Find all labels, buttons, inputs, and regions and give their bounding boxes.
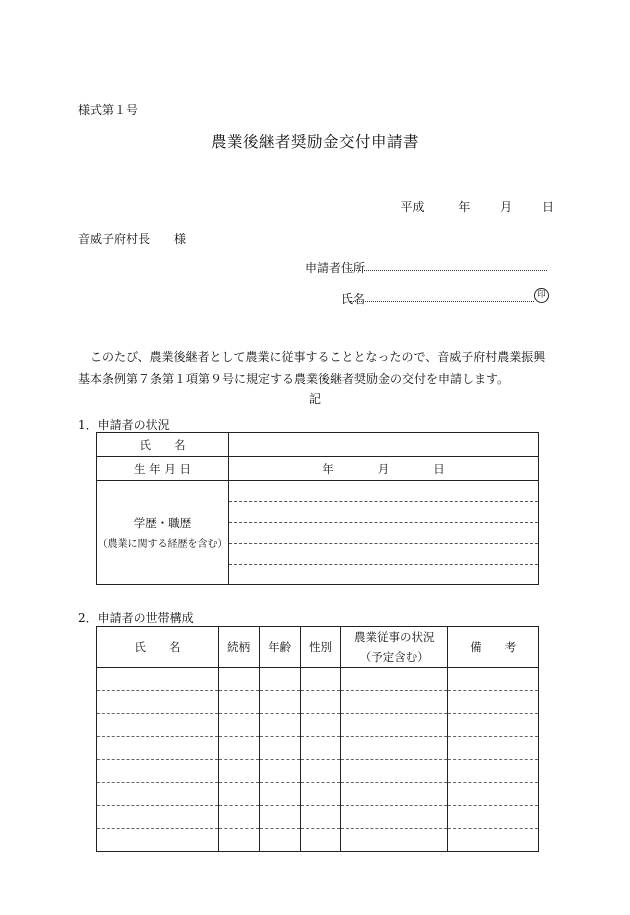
form-number: 様式第１号 <box>78 103 139 117</box>
addressee-name: 音威子府村長 <box>78 232 151 246</box>
col-name: 氏 名 <box>97 627 219 668</box>
cell[interactable] <box>341 691 448 714</box>
history-value-cell[interactable] <box>229 481 539 585</box>
cell[interactable] <box>448 714 539 737</box>
date-month: 月 <box>500 200 513 214</box>
history-line <box>229 564 538 565</box>
cell[interactable] <box>218 714 259 737</box>
cell[interactable] <box>259 829 300 852</box>
cell[interactable] <box>259 783 300 806</box>
cell[interactable] <box>300 714 341 737</box>
table-row <box>97 829 539 852</box>
history-line <box>229 543 538 544</box>
cell[interactable] <box>218 829 259 852</box>
cell[interactable] <box>300 691 341 714</box>
cell[interactable] <box>97 668 219 691</box>
cell[interactable] <box>341 714 448 737</box>
cell[interactable] <box>300 668 341 691</box>
applicant-name-field[interactable] <box>350 301 534 302</box>
col-sex: 性別 <box>300 627 341 668</box>
applicant-name-label: 氏名 <box>340 292 365 306</box>
table-row <box>97 760 539 783</box>
cell[interactable] <box>97 829 219 852</box>
cell[interactable] <box>259 737 300 760</box>
date-day: 日 <box>541 200 554 214</box>
history-label: 学歴・職歴 <box>133 516 192 530</box>
cell[interactable] <box>341 806 448 829</box>
addressee-honorific: 様 <box>174 232 187 246</box>
history-label-cell <box>97 481 229 585</box>
ki-heading: 記 <box>308 392 321 406</box>
table-row <box>97 783 539 806</box>
cell[interactable] <box>448 668 539 691</box>
cell[interactable] <box>218 691 259 714</box>
cell[interactable] <box>341 737 448 760</box>
col-remarks: 備 考 <box>448 627 539 668</box>
application-statement <box>78 346 558 390</box>
cell[interactable] <box>218 783 259 806</box>
cell[interactable] <box>341 829 448 852</box>
table-row <box>97 668 539 691</box>
statement-line-2: 基本条例第７条第１項第９号に規定する農業後継者奨励金の交付を申請します。 <box>78 372 510 386</box>
cell[interactable] <box>341 760 448 783</box>
cell[interactable] <box>341 668 448 691</box>
cell[interactable] <box>259 691 300 714</box>
table-row <box>97 691 539 714</box>
date-era: 平成 <box>400 200 425 214</box>
date-year: 年 <box>458 200 471 214</box>
birth-day: 日 <box>433 461 445 476</box>
seal-mark: 印 <box>534 288 549 303</box>
cell[interactable] <box>218 760 259 783</box>
cell[interactable] <box>259 668 300 691</box>
history-line <box>229 522 538 523</box>
birth-label: 生 年 月 日 <box>134 461 191 476</box>
birth-value-cell[interactable] <box>229 457 539 481</box>
document-title: 農業後継者奨励金交付申請書 <box>210 133 419 151</box>
cell[interactable] <box>300 829 341 852</box>
col-farming <box>341 627 448 668</box>
table-row <box>97 806 539 829</box>
household-table <box>96 626 539 852</box>
cell[interactable] <box>259 714 300 737</box>
history-note: （農業に関する経歴を含む） <box>97 539 228 550</box>
applicant-address-label: 申請者住所 <box>304 261 365 275</box>
cell[interactable] <box>259 760 300 783</box>
table-row <box>97 714 539 737</box>
cell[interactable] <box>218 668 259 691</box>
cell[interactable] <box>218 737 259 760</box>
applicant-address-field[interactable] <box>350 270 547 271</box>
cell[interactable] <box>448 806 539 829</box>
date-line <box>400 198 554 215</box>
cell[interactable] <box>300 760 341 783</box>
history-line <box>229 501 538 502</box>
cell[interactable] <box>97 783 219 806</box>
applicant-status-table <box>96 432 539 585</box>
cell[interactable] <box>300 806 341 829</box>
name-label-cell <box>97 433 229 457</box>
name-value-cell[interactable] <box>229 433 539 457</box>
table-row <box>97 737 539 760</box>
cell[interactable] <box>300 783 341 806</box>
statement-line-1: このたび、農業後継者として農業に従事することとなったので、音威子府村農業振興 <box>90 350 546 364</box>
cell[interactable] <box>97 691 219 714</box>
cell[interactable] <box>448 783 539 806</box>
birth-label-cell <box>97 457 229 481</box>
cell[interactable] <box>300 737 341 760</box>
birth-year: 年 <box>322 461 334 476</box>
col-farming-note: （予定含む） <box>359 650 429 664</box>
cell[interactable] <box>97 806 219 829</box>
col-farming-label: 農業従事の状況 <box>354 630 435 644</box>
cell[interactable] <box>448 829 539 852</box>
section1-heading: 1．申請者の状況 <box>78 418 170 432</box>
cell[interactable] <box>448 737 539 760</box>
cell[interactable] <box>97 737 219 760</box>
cell[interactable] <box>97 714 219 737</box>
col-relation: 続柄 <box>218 627 259 668</box>
addressee <box>78 230 186 247</box>
cell[interactable] <box>448 691 539 714</box>
name-label: 氏 名 <box>139 437 186 452</box>
section2-heading: 2．申請者の世帯構成 <box>78 611 194 625</box>
cell[interactable] <box>259 806 300 829</box>
cell[interactable] <box>341 783 448 806</box>
col-age: 年齢 <box>259 627 300 668</box>
cell[interactable] <box>448 760 539 783</box>
cell[interactable] <box>97 760 219 783</box>
cell[interactable] <box>218 806 259 829</box>
birth-month: 月 <box>377 461 390 476</box>
